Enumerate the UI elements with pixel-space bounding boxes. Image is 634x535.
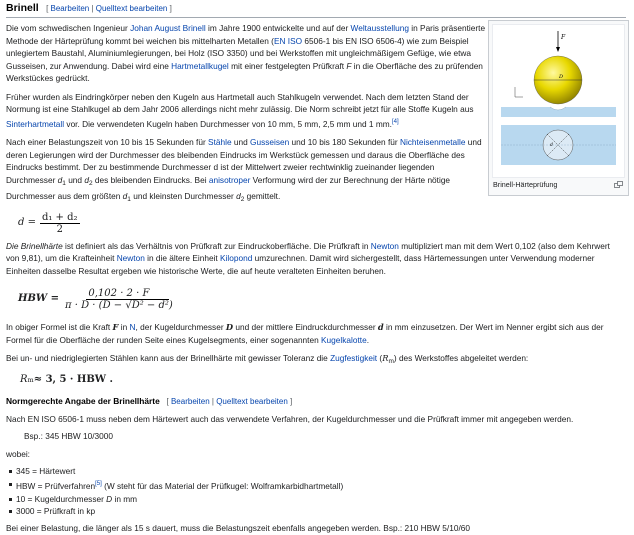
source-edit-link[interactable]: Quelltext bearbeiten bbox=[95, 4, 168, 13]
link-nichteisenmetalle[interactable]: Nichteisenmetalle bbox=[399, 137, 466, 147]
link-kilopond[interactable]: Kilopond bbox=[220, 253, 253, 263]
list-item: 3000 = Prüfkraft in kp bbox=[16, 505, 630, 518]
list-item: 345 = Härtewert bbox=[16, 465, 630, 478]
figure-caption: Brinell-Härteprüfung bbox=[493, 180, 558, 189]
enlarge-icon[interactable] bbox=[614, 181, 623, 194]
link-sinterhartmetall[interactable]: Sinterhartmetall bbox=[6, 118, 65, 129]
section-heading-brinell bbox=[6, 0, 626, 18]
paragraph-belastungszeit-angabe: Bei einer Belastung, die länger als 15 s dauert, muss die Belastungszeit ebenfalls angegeben werden. Bsp.: 210 HBW 5/10/60 bbox=[6, 523, 470, 534]
legend-list bbox=[6, 465, 630, 518]
link-weltausstellung[interactable]: Weltausstellung bbox=[350, 23, 409, 33]
link-zugfestigkeit[interactable]: Zugfestigkeit bbox=[330, 353, 378, 363]
wobei-label: wobei: bbox=[6, 448, 30, 459]
ball-diameter-label: D bbox=[559, 74, 564, 80]
infobox-figure bbox=[488, 20, 629, 196]
brinell-diagram[interactable] bbox=[492, 24, 625, 178]
reference-4[interactable]: [4] bbox=[391, 118, 399, 125]
edit-links: [ Bearbeiten | Quelltext bearbeiten ] bbox=[46, 4, 172, 13]
list-item: HBW = Prüfverfahren[5] (W steht für das Material der Prüfkugel: Wolframkarbidhartmetall) bbox=[16, 478, 630, 493]
link-kugelkalotte[interactable]: Kugelkalotte bbox=[321, 334, 367, 345]
link-newton[interactable]: Newton bbox=[370, 240, 399, 251]
reference-5[interactable]: [5] bbox=[95, 480, 102, 487]
link-gusseisen[interactable]: Gusseisen bbox=[250, 137, 290, 147]
link-anisotroper[interactable]: anisotroper bbox=[208, 174, 251, 185]
intro-column bbox=[6, 22, 486, 207]
link-staehle[interactable]: Stähle bbox=[208, 137, 232, 147]
paragraph-zugfestigkeit: Bei un- und niedriglegierten Stählen kann aus der Brinellhärte mit gewisser Toleranz die Zugfestigkeit $(R_m)$ des Werkstoffes abgeleitet werden: bbox=[6, 353, 529, 365]
edit-link[interactable]: Bearbeiten bbox=[50, 4, 90, 13]
formula-mean-diameter: d = $\frac{\text{d₁ + d₂}}{2}$ bbox=[18, 212, 78, 235]
paragraph-norm-angabe: Nach EN ISO 6506-1 muss neben dem Härtewert auch das verwendete Verfahren, der Kugeldurchmesser und die Prüfkraft immer mit angegeben werden. bbox=[6, 413, 574, 424]
link-n[interactable]: N bbox=[129, 322, 136, 332]
force-arrowhead bbox=[556, 47, 560, 52]
paragraph-eindringkoerper: Früher wurden als Eindringkörper neben den Kugeln aus Hartmetall auch Stahlkugeln verwendet. Nach dem letzten Stand der Normung ist eine Stahlkugel ab dem Jahr 2006 allerdings nicht mehr zulässig. Die Norm schreibt jetzt für alle Stoffe Kugeln aus Sinterhartmetall vor. Die verwendeten Kugeln haben Durchmesser von 10 mm, 5 mm, 2,5 mm und 1 mm.[4] bbox=[6, 91, 474, 129]
section-title: Brinell bbox=[6, 2, 39, 14]
list-item: 10 = Kugeldurchmesser D in mm bbox=[16, 493, 630, 506]
paragraph-belastungszeit: Nach einer Belastungszeit von 10 bis 15 Sekunden für Stähle und Gusseisen und 10 bis 180 Sekunden für Nichteisenmetalle und deren Legierungen wird der Durchmesser des bleibenden Eindrucks im Werkstück gemessen und daraus die Oberfläche des Eindrucks bestimmt. Der zu bestimmende Durchmesser d ist der Mittelwert zweier rechtwinklig zueinander liegenden Durchmesser $d_1$ und $d_2$ des bleibenden Eindrucks. Bei anisotroper Verformung wird der zur Berechnung der Härte nötige Durchmesser aus dem größten $d_1$ und kleinsten Durchmesser $d_2$ gemittelt. bbox=[6, 137, 482, 203]
link-hartmetallkugel[interactable]: Hartmetallkugel bbox=[171, 60, 229, 71]
link-newton-2[interactable]: Newton bbox=[116, 253, 145, 263]
formula-rm: R m ≈ 3, 5 · HBW . bbox=[20, 374, 113, 386]
subsection-edit-links: [ Bearbeiten | Quelltext bearbeiten ] bbox=[162, 396, 293, 406]
brinell-diagram-svg bbox=[493, 25, 624, 177]
subsection-edit-link[interactable]: Bearbeiten bbox=[170, 396, 210, 406]
paragraph-brinellhaerte-definition: Die Brinellhärte ist definiert als das Verhältnis von Prüfkraft zur Eindruckoberfläche. Die Prüfkraft in Newton multipliziert man mit dem Wert 0,102 (also dem Kehrwert von 9,81), um die Krafteinheit Newton in die ältere Einheit Kilopond umzurechnen. Damit wird sichergestellt, dass Härtemessungen unter Verwendung moderner Einheiten dasselbe Resultat ergeben wie historische Werte, die auf heute veralteten Einheiten beruhen. bbox=[6, 240, 610, 276]
subsection-source-edit-link[interactable]: Quelltext bearbeiten bbox=[216, 396, 288, 406]
paragraph-intro: Die vom schwedischen Ingenieur Johan August Brinell im Jahre 1900 entwickelte und auf der Weltausstellung in Paris präsentierte Methode der Härteprüfung kommt bei weichen bis mittelharten Metallen (EN ISO 6506-1 bis EN ISO 6506-4) wie zum Beispiel unlegiertem Baustahl, Aluminiumlegierungen, bei Holz (ISO 3350) und bei Werkstoffen mit ungleichmäßigem Gefüge, wie etwa Gusseisen, zur Anwendung. Dabei wird eine Hartmetallkugel mit einer festgelegten Prüfkraft F in die Oberfläche des zu prüfenden Werkstückes gedrückt. bbox=[6, 23, 486, 83]
indent-diameter-label: d bbox=[550, 143, 553, 148]
paragraph-formel-erklaerung: In obiger Formel ist die Kraft F in N, der Kugeldurchmesser D und der mittlere Eindruckdurchmesser d in mm einzusetzen. Der Wert im Nenner ergibt sich aus der Formel für die Oberfläche der runden Seite eines Kugelsegments, einer sogenannten Kugelkalotte. bbox=[6, 322, 604, 345]
subsection-heading-normgerecht: Normgerechte Angabe der Brinellhärte [ Bearbeiten | Quelltext bearbeiten ] bbox=[6, 395, 293, 406]
link-en-iso[interactable]: EN ISO bbox=[273, 35, 303, 46]
link-johan-august-brinell[interactable]: Johan August Brinell bbox=[130, 23, 206, 33]
force-label: F bbox=[561, 34, 566, 41]
example-line: Bsp.: 345 HBW 10/3000 bbox=[24, 431, 114, 441]
formula-hbw: HBW = $\frac{0,102 \cdot 2 \cdot F}{\text{π · D · (D − √D² − d²)}}$ bbox=[18, 287, 173, 311]
